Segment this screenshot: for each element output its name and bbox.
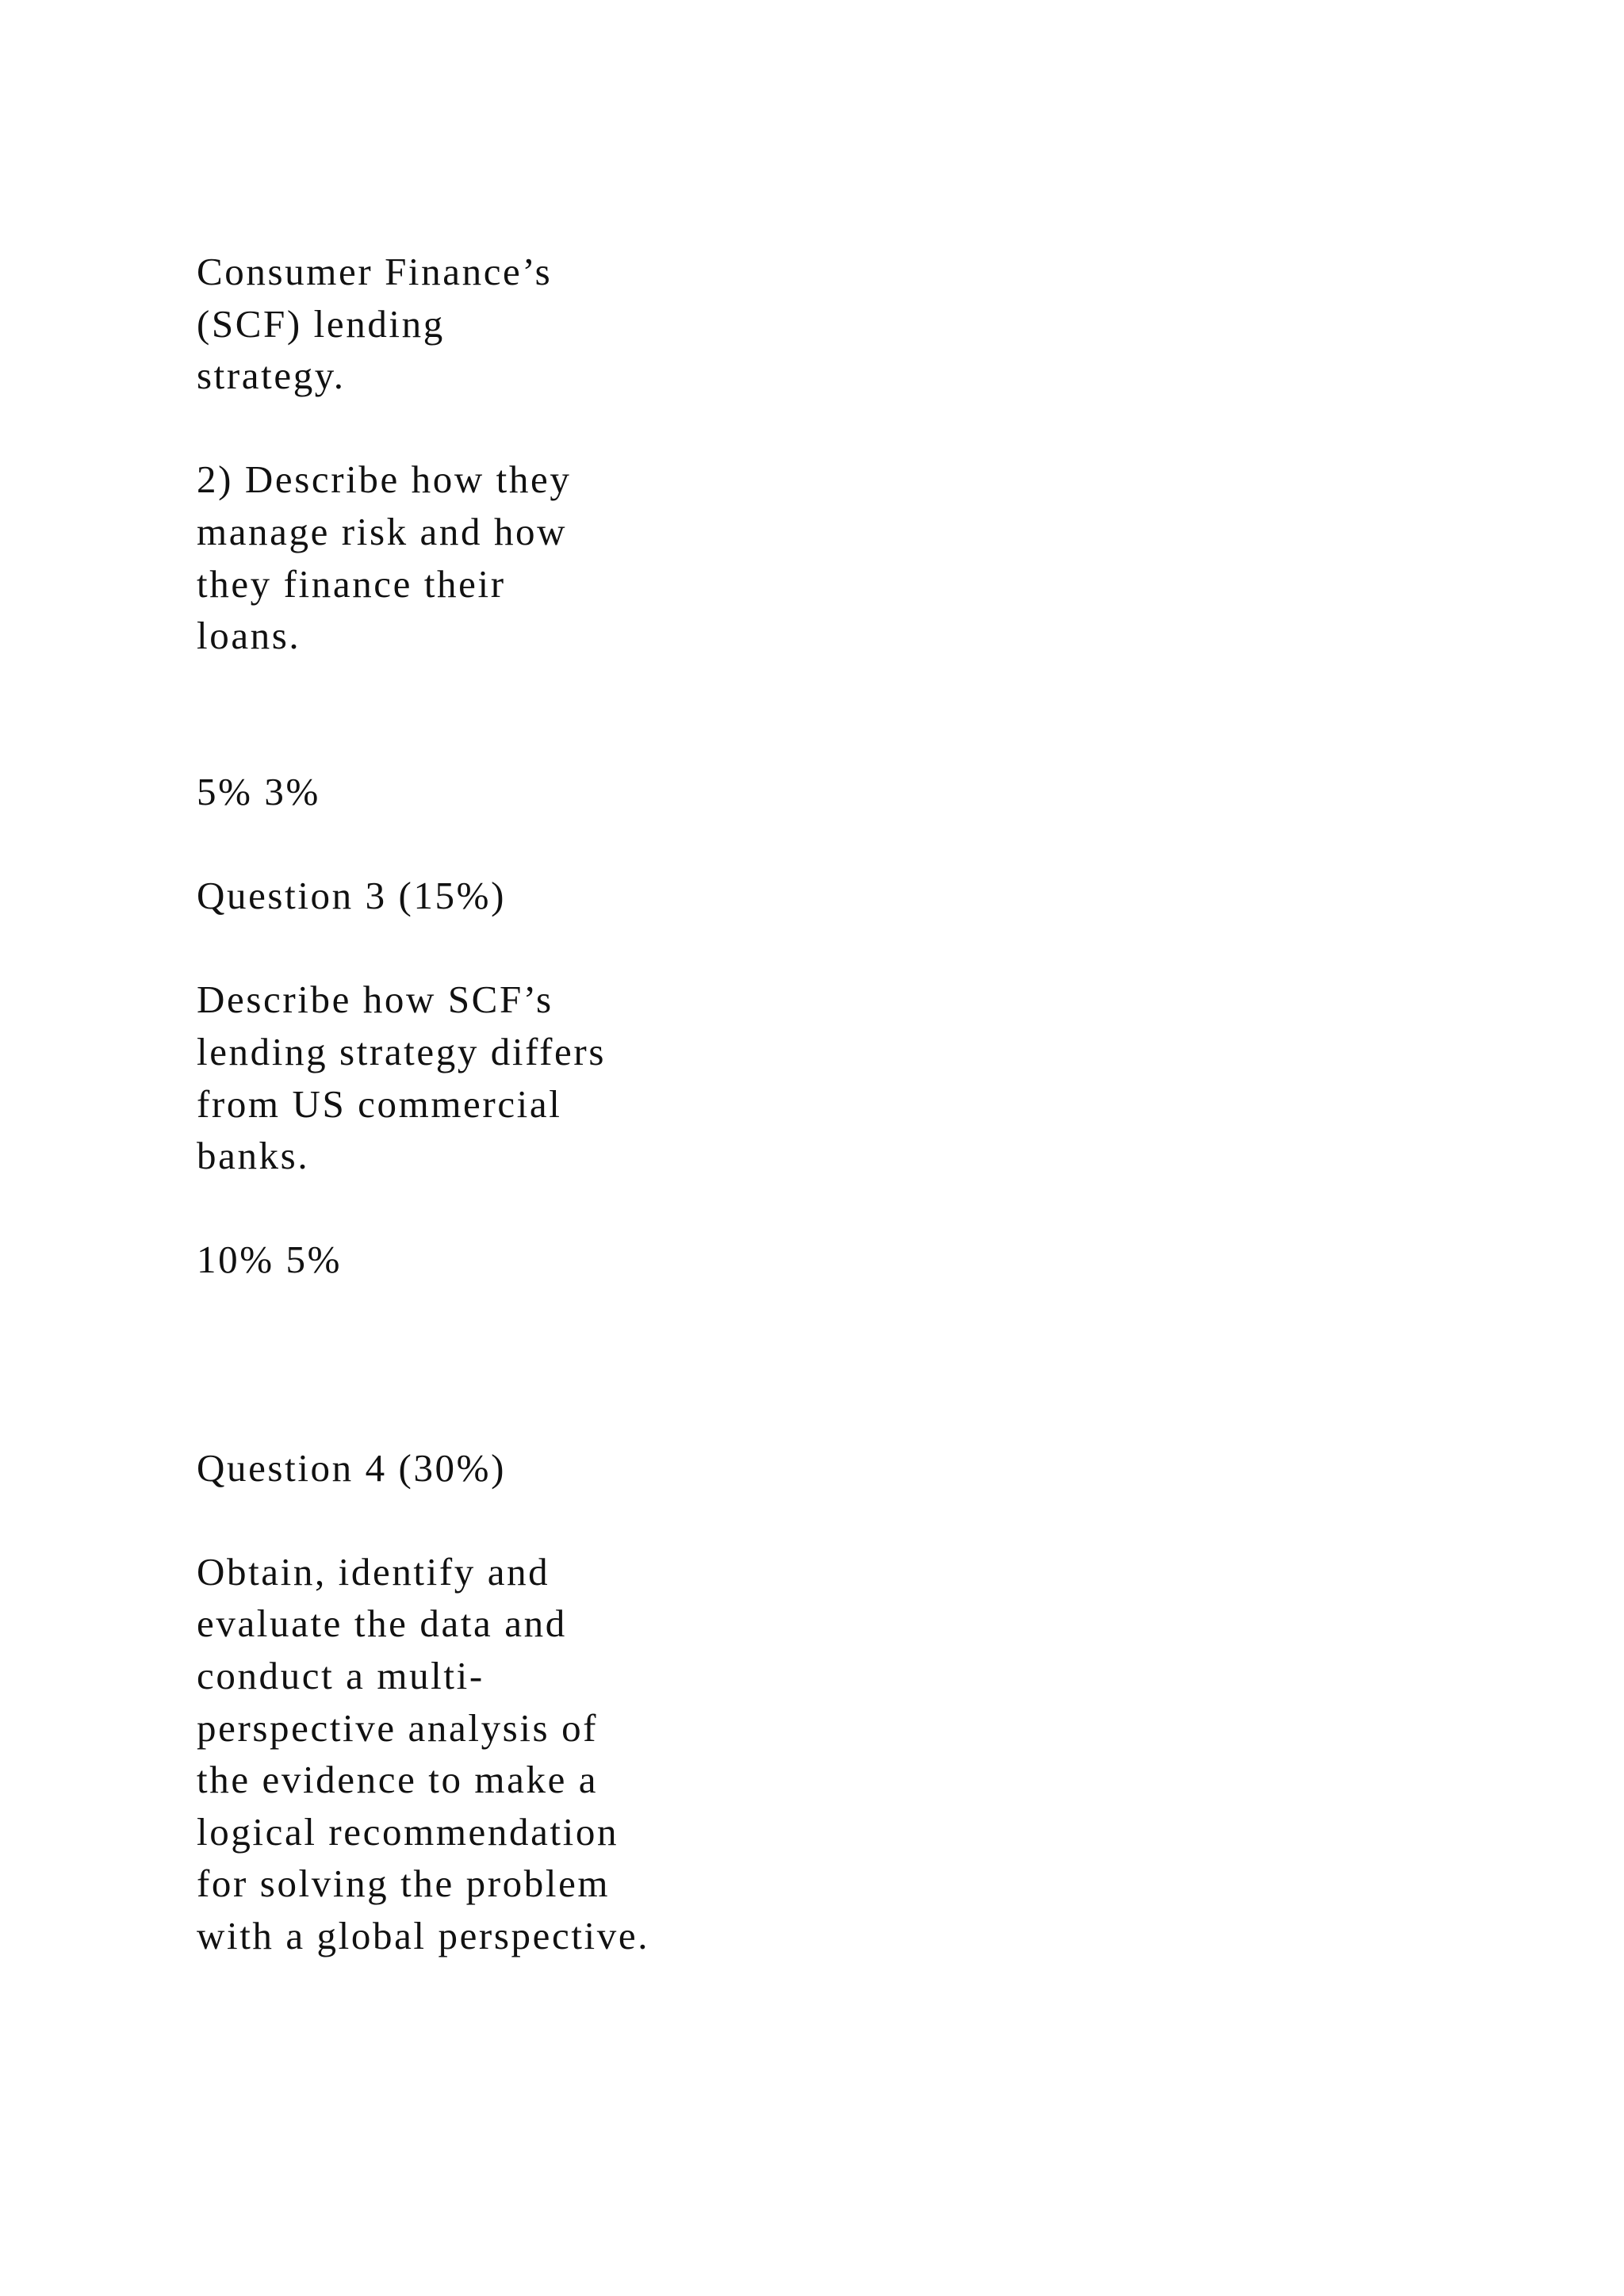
marks-text: 10% 5%	[197, 1238, 342, 1282]
question-3-paragraph	[197, 974, 910, 1181]
question-3-line: Describe how SCF’s	[197, 978, 553, 1022]
marks-text: 5% 3%	[197, 769, 320, 813]
question-4-line: the evidence to make a	[197, 1758, 599, 1802]
question-4-line: perspective analysis of	[197, 1705, 599, 1750]
question-4-title: Question 4 (30%)	[197, 1445, 506, 1490]
intro-line: strategy.	[197, 354, 346, 398]
question-3-title: Question 3 (15%)	[197, 874, 506, 918]
intro-line: (SCF) lending	[197, 301, 445, 346]
question-2-line: 2) Describe how they	[197, 457, 572, 502]
marks-line-2	[197, 1234, 910, 1286]
document-body	[197, 246, 910, 1962]
question-4-line: with a global perspective.	[197, 1914, 650, 1957]
question-3-line: from US commercial	[197, 1081, 562, 1126]
question-4-line: evaluate the data and	[197, 1601, 567, 1646]
question-2-line: loans.	[197, 614, 301, 658]
question-3-heading	[197, 870, 910, 922]
question-4-line: Obtain, identify and	[197, 1549, 550, 1594]
question-3-line: lending strategy differs	[197, 1029, 606, 1073]
question-2-line: manage risk and how	[197, 509, 568, 553]
question-4-paragraph	[197, 1546, 910, 1962]
intro-paragraph	[197, 246, 910, 402]
question-4-line: for solving the problem	[197, 1862, 611, 1906]
question-3-line: banks.	[197, 1134, 310, 1178]
question-4-heading	[197, 1442, 910, 1494]
question-2-line: they finance their	[197, 561, 506, 606]
question-4-line: logical recommendation	[197, 1809, 619, 1854]
marks-line-1	[197, 766, 910, 818]
intro-line: Consumer Finance’s	[197, 250, 553, 293]
question-2-paragraph	[197, 453, 910, 661]
question-4-line: conduct a multi-	[197, 1654, 485, 1698]
